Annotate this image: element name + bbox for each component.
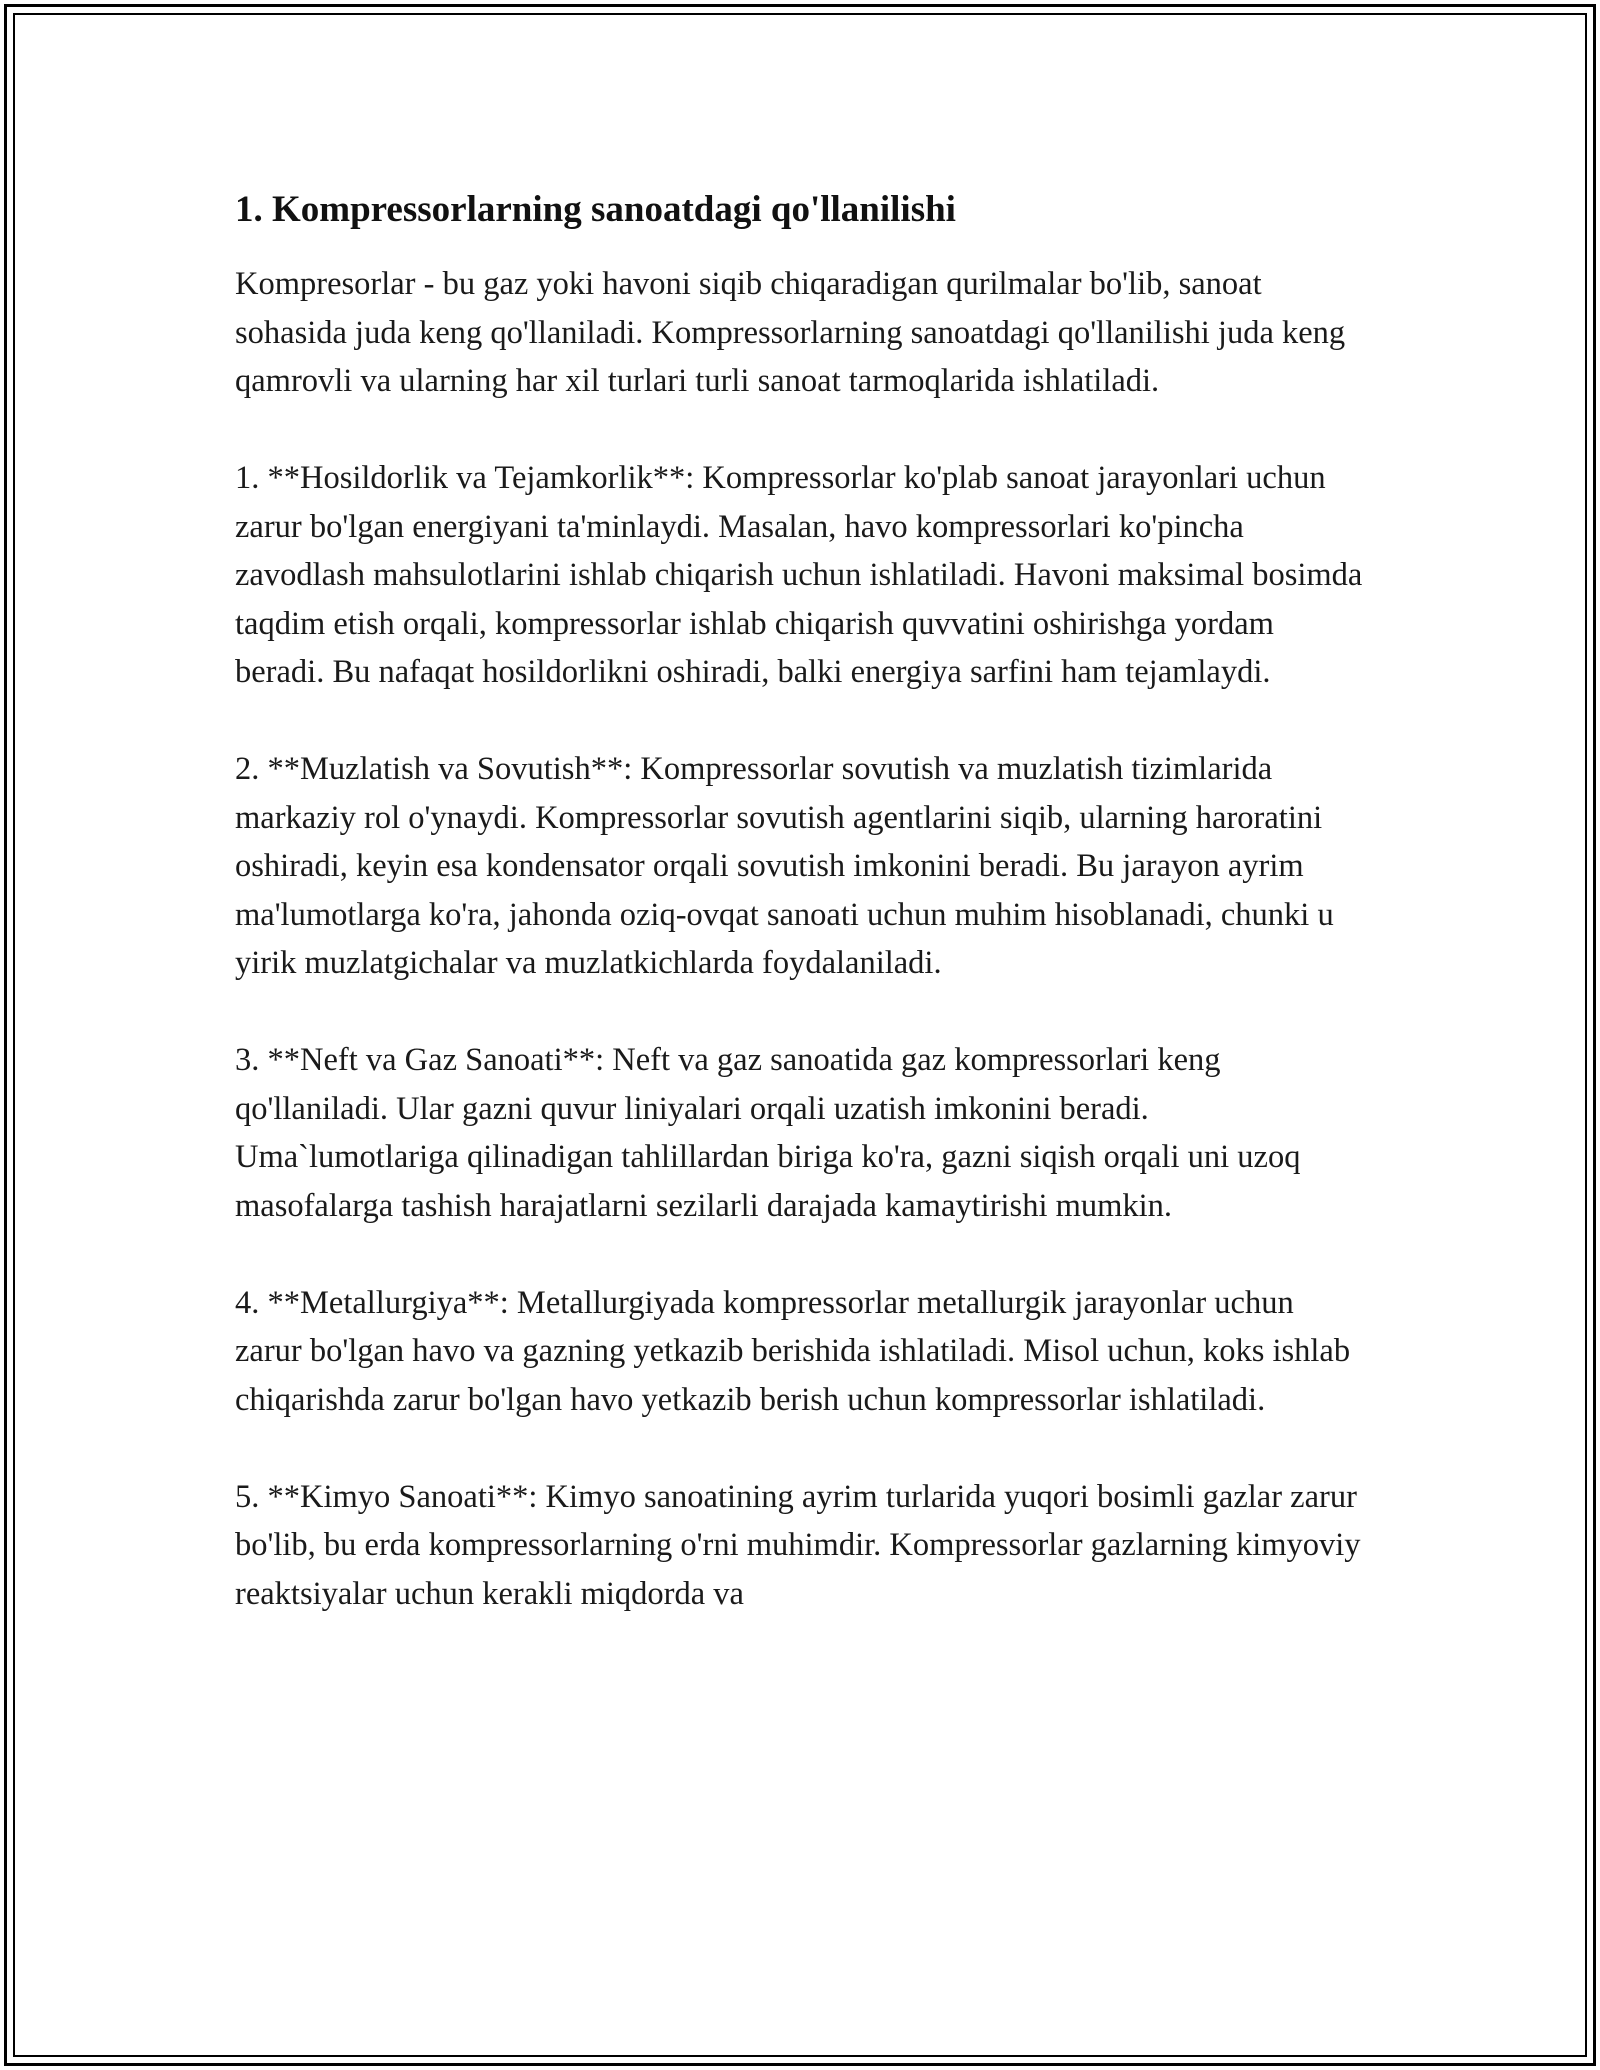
paragraph-item-4: 4. **Metallurgiya**: Metallurgiyada kompressorlar metallurgik jarayonlar uchun zarur bo'lgan havo va gazning yetkazib berishida ishlatiladi. Misol uchun, koks ishlab chiqarishda zarur bo'lgan havo yetkazib berish uchun kompressorlar ishlatiladi. xyxy=(235,1284,1351,1418)
document-title: 1. Kompressorlarning sanoatdagi qo'llanilishi xyxy=(235,189,956,230)
paragraph-item-2: 2. **Muzlatish va Sovutish**: Kompressorlar sovutish va muzlatish tizimlarida markaziy rol o'ynaydi. Kompressorlar sovutish agentlarini siqib, ularning haroratini oshiradi, keyin esa kondensator orqali sovutish imkonini beradi. Bu jarayon ayrim ma'lumotlarga ko'ra, jahonda oziq-ovqat sanoati uchun muhim hisoblanadi, chunki u yirik muzlatgichalar va muzlatkichlarda foydalaniladi. xyxy=(235,751,1334,981)
paragraph-item-3: 3. **Neft va Gaz Sanoati**: Neft va gaz sanoatida gaz kompressorlari keng qo'llaniladi. Ular gazni quvur liniyalari orqali uzatish imkonini beradi. Uma`lumotlariga qilinadigan tahlillardan biriga ko'ra, gazni siqish orqali uni uzoq masofalarga tashish harajatlarni sezilarli darajada kamaytirishi mumkin. xyxy=(235,1042,1301,1224)
document-body xyxy=(235,186,1365,1667)
paragraph-item-5: 5. **Kimyo Sanoati**: Kimyo sanoatining ayrim turlarida yuqori bosimli gazlar zarur bo'lib, bu erda kompressorlarning o'rni muhimdir. Kompressorlar gazlarning kimyoviy reaktsiyalar uchun kerakli miqdorda va xyxy=(235,1478,1361,1612)
paragraph-intro: Kompresorlar - bu gaz yoki havoni siqib chiqaradigan qurilmalar bo'lib, sanoat sohasida juda keng qo'llaniladi. Kompressorlarning sanoatdagi qo'llanilishi juda keng qamrovli va ularning har xil turlari turli sanoat tarmoqlarida ishlatiladi. xyxy=(235,266,1346,399)
paragraph-item-1: 1. **Hosildorlik va Tejamkorlik**: Kompressorlar ko'plab sanoat jarayonlari uchun zarur bo'lgan energiyani ta'minlaydi. Masalan, havo kompressorlari ko'pincha zavodlash mahsulotlarini ishlab chiqarish uchun ishlatiladi. Havoni maksimal bosimda taqdim etish orqali, kompressorlar ishlab chiqarish quvvatini oshirishga yordam beradi. Bu nafaqat hosildorlikni oshiradi, balki energiya sarfini ham tejamlaydi. xyxy=(235,460,1363,690)
